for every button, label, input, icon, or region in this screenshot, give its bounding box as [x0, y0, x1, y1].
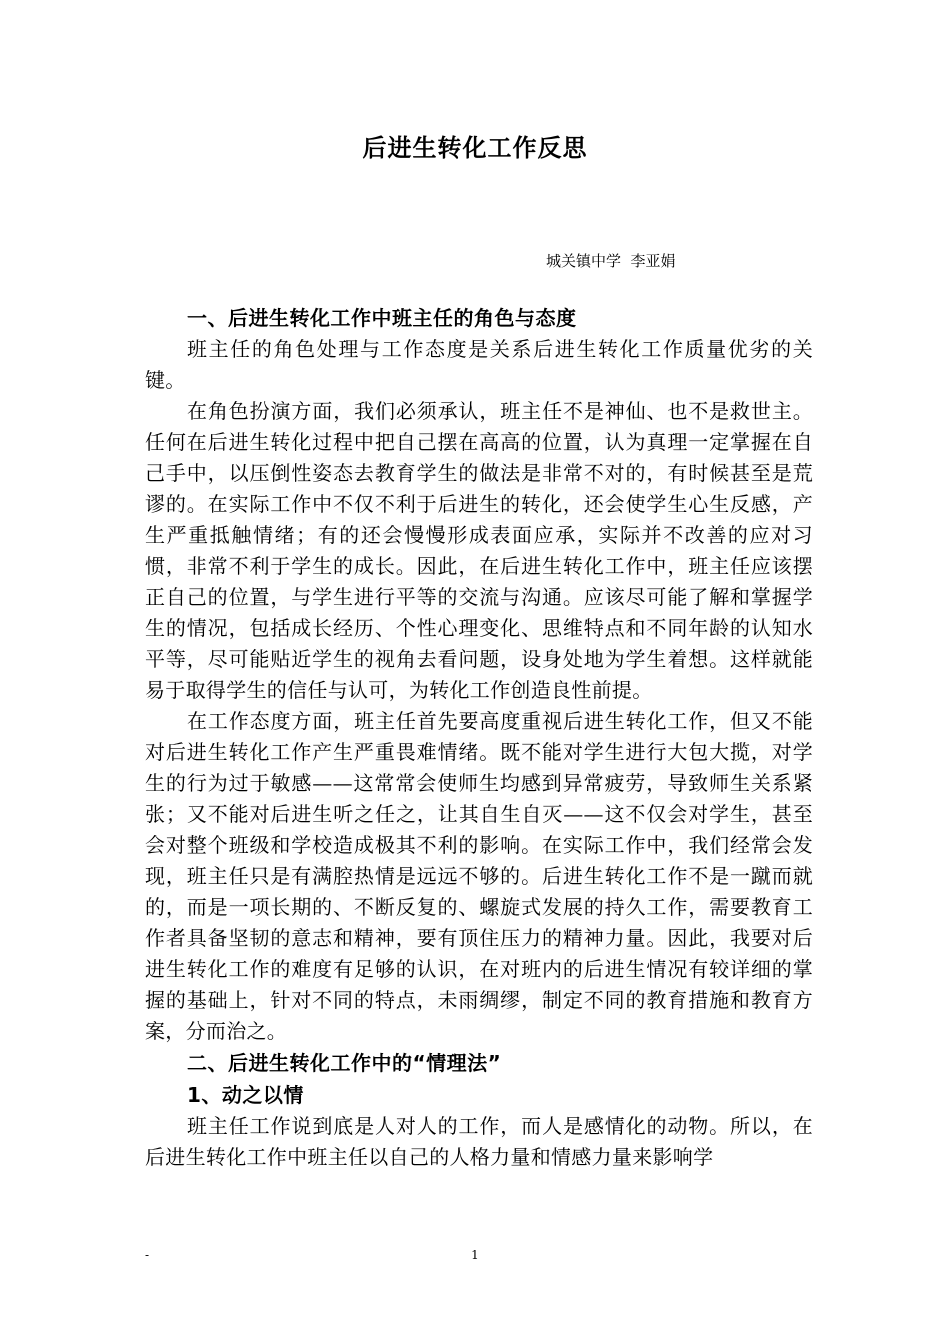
document-body [145, 302, 813, 1173]
subsection-heading-1: 1、动之以情 [187, 1083, 304, 1107]
paragraph-3: 在工作态度方面，班主任首先要高度重视后进生转化工作，但又不能对后进生转化工作产生严重畏难情绪。既不能对学生进行大包大揽，对学生的行为过于敏感——这常常会使师生均感到异常疲劳，导致师生关系紧张；又不能对后进生听之任之，让其自生自灭——这不仅会对学生，甚至会对整个班级和学校造成极其不利的影响。在实际工作中，我们经常会发现，班主任只是有满腔热情是远远不够的。后进生转化工作不是一蹴而就的，而是一项长期的、不断反复的、螺旋式发展的持久工作，需要教育工作者具备坚韧的意志和精神，要有顶住压力的精神力量。因此，我要对后进生转化工作的难度有足够的认识，在对班内的后进生情况有较详细的掌握的基础上，针对不同的特点，未雨绸缪，制定不同的教育措施和教育方案，分而治之。 [145, 709, 813, 1043]
paragraph-1: 班主任的角色处理与工作态度是关系后进生转化工作质量优劣的关键。 [145, 337, 813, 392]
author-line: 城关镇中学 李亚娟 [546, 252, 676, 270]
paragraph-4: 班主任工作说到底是人对人的工作，而人是感情化的动物。所以，在后进生转化工作中班主任以自己的人格力量和情感力量来影响学 [145, 1114, 813, 1169]
section-heading-1: 一、后进生转化工作中班主任的角色与态度 [187, 306, 577, 330]
section-heading-2: 二、后进生转化工作中的“情理法” [187, 1051, 502, 1075]
footer-mark: - [145, 1248, 150, 1262]
page-number: 1 [471, 1248, 479, 1262]
paragraph-2: 在角色扮演方面，我们必须承认，班主任不是神仙、也不是救世主。任何在后进生转化过程中把自己摆在高高的位置，认为真理一定掌握在自己手中，以压倒性姿态去教育学生的做法是非常不对的，有时候甚至是荒谬的。在实际工作中不仅不利于后进生的转化，还会使学生心生反感，产生严重抵触情绪；有的还会慢慢形成表面应承，实际并不改善的应对习惯，非常不利于学生的成长。因此，在后进生转化工作中，班主任应该摆正自己的位置，与学生进行平等的交流与沟通。应该尽可能了解和掌握学生的情况，包括成长经历、个性心理变化、思维特点和不同年龄的认知水平等，尽可能贴近学生的视角去看问题，设身处地为学生着想。这样就能易于取得学生的信任与认可，为转化工作创造良性前提。 [145, 399, 813, 702]
document-title: 后进生转化工作反思 [362, 134, 588, 162]
